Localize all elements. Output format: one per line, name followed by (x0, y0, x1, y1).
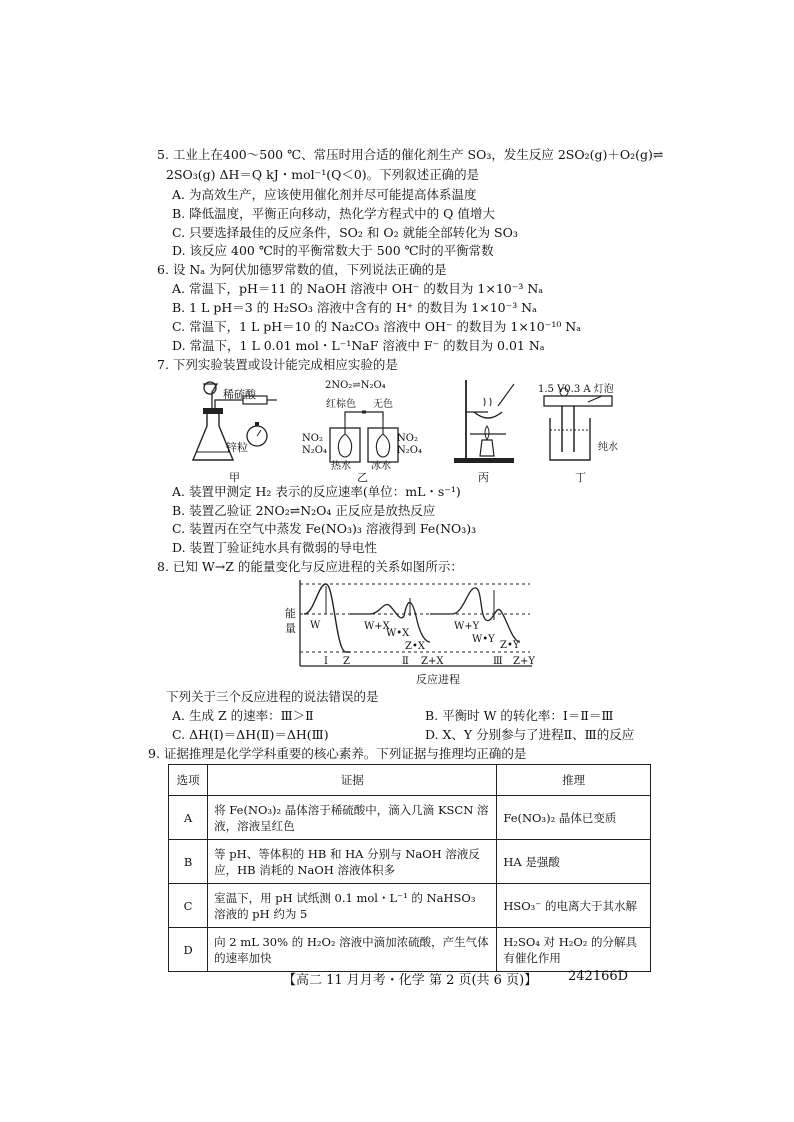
graph-label-w-dot-y: W•Y (472, 634, 495, 645)
paper-code: 242166D (568, 969, 629, 984)
q5-option-c: C. 只要选择最佳的反应条件，SO₂ 和 O₂ 就能全部转化为 SO₃ (172, 225, 518, 240)
row-option: C (169, 884, 208, 928)
q6-option-b: B. 1 L pH＝3 的 H₂SO₃ 溶液中含有的 H⁺ 的数目为 1×10⁻³ Nₐ (172, 300, 537, 315)
graph-label-w-dot-x: W•X (386, 628, 410, 639)
q8-stem: 8. 已知 W→Z 的能量变化与反应进程的关系如图所示： (157, 559, 463, 574)
graph-label-z-dot-y: Z•Y (500, 640, 520, 651)
energy-diagram (280, 576, 550, 684)
label-pure-water: 纯水 (598, 442, 618, 453)
row-reasoning: HA 是强酸 (497, 840, 651, 884)
table-row (169, 884, 651, 928)
q7-option-c: C. 装置丙在空气中蒸发 Fe(NO₃)₃ 溶液得到 Fe(NO₃)₃ (172, 521, 477, 536)
apparatus-bing (450, 376, 530, 466)
q5-option-b: B. 降低温度，平衡正向移动，热化学方程式中的 Q 值增大 (172, 206, 495, 221)
label-equilibrium: 2NO₂⇌N₂O₄ (325, 380, 386, 391)
q6-option-c: C. 常温下，1 L pH＝10 的 Na₂CO₃ 溶液中 OH⁻ 的数目为 1×10⁻¹⁰ Nₐ (172, 319, 582, 334)
label-n2o4-right: N₂O₄ (397, 445, 422, 456)
graph-tick-z-plus-y: Z+Y (513, 656, 535, 667)
q7-option-d: D. 装置丁验证纯水具有微弱的导电性 (172, 540, 378, 555)
row-evidence: 将 Fe(NO₃)₂ 晶体溶于稀硫酸中，滴入几滴 KSCN 溶液，溶液呈红色 (208, 796, 497, 840)
q8-option-d: D. X、Y 分别参与了进程Ⅱ、Ⅲ的反应 (425, 727, 635, 742)
table-header-row (169, 765, 651, 796)
label-red-brown: 红棕色 (326, 399, 356, 410)
row-reasoning: Fe(NO₃)₂ 晶体已变质 (497, 796, 651, 840)
label-bulb: 1.5 V0.3 A 灯泡 (538, 384, 614, 395)
graph-ylabel-1: 能 (285, 607, 296, 620)
evidence-table (168, 764, 651, 972)
row-option: D (169, 928, 208, 972)
q5-option-a: A. 为高效生产，应该使用催化剂并尽可能提高体系温度 (172, 187, 477, 202)
table-row (169, 796, 651, 840)
q8-option-a: A. 生成 Z 的速率：Ⅲ＞Ⅱ (172, 708, 314, 723)
q7-option-a: A. 装置甲测定 H₂ 表示的反应速率(单位：mL・s⁻¹) (172, 484, 461, 499)
graph-tick-2: Ⅱ (402, 656, 409, 667)
caption-bing: 丙 (478, 471, 489, 484)
q8-stem2: 下列关于三个反应进程的说法错误的是 (166, 689, 379, 704)
label-colorless: 无色 (373, 399, 393, 410)
row-reasoning: HSO₃⁻ 的电离大于其水解 (497, 884, 651, 928)
apparatus-yi (300, 376, 420, 476)
label-no2-left: NO₂ (302, 433, 323, 444)
label-dilute-acid: 稀硫酸 (223, 388, 256, 401)
table-row (169, 928, 651, 972)
q5-option-d: D. 该反应 400 ℃时的平衡常数大于 500 ℃时的平衡常数 (172, 243, 494, 258)
q6-stem: 6. 设 Nₐ 为阿伏加德罗常数的值，下列说法正确的是 (157, 262, 447, 277)
q9-stem: 9. 证据推理是化学学科重要的核心素养。下列证据与推理均正确的是 (148, 746, 527, 761)
q8-option-b: B. 平衡时 W 的转化率：Ⅰ＝Ⅱ＝Ⅲ (425, 708, 614, 723)
caption-ding: 丁 (575, 471, 586, 484)
q6-option-a: A. 常温下，pH＝11 的 NaOH 溶液中 OH⁻ 的数目为 1×10⁻³ Nₐ (172, 281, 544, 296)
q7-stem: 7. 下列实验装置或设计能完成相应实验的是 (157, 357, 398, 372)
q6-option-d: D. 常温下，1 L 0.01 mol・L⁻¹NaF 溶液中 F⁻ 的数目为 0.01 Nₐ (172, 338, 545, 353)
label-zinc: 锌粒 (226, 441, 248, 454)
header-reasoning: 推理 (497, 765, 651, 796)
label-n2o4-left: N₂O₄ (302, 445, 327, 456)
row-evidence: 等 pH、等体积的 HB 和 HA 分别与 NaOH 溶液反应，HB 消耗的 NaOH 溶液体积多 (208, 840, 497, 884)
q5-stem-line1: 5. 工业上在400～500 ℃、常压时用合适的催化剂生产 SO₃，发生反应 2SO₂(g)＋O₂(g)⇌ (157, 147, 664, 162)
row-reasoning: H₂SO₄ 对 H₂O₂ 的分解具有催化作用 (497, 928, 651, 972)
graph-tick-z: Z (343, 656, 350, 667)
page-footer: 【高二 11 月月考・化学 第 2 页(共 6 页)】 (283, 973, 538, 988)
table-row (169, 840, 651, 884)
header-evidence: 证据 (208, 765, 497, 796)
label-no2-right: NO₂ (397, 433, 418, 444)
caption-yi: 乙 (357, 471, 368, 484)
graph-xlabel: 反应进程 (416, 673, 460, 686)
label-ice-water: 冰水 (371, 461, 391, 472)
graph-label-w: W (310, 620, 321, 631)
graph-label-z-dot-x: Z•X (405, 641, 425, 652)
caption-jia: 甲 (229, 471, 240, 484)
graph-tick-3: Ⅲ (493, 656, 503, 667)
graph-label-w-plus-y: W+Y (454, 621, 480, 632)
q7-option-b: B. 装置乙验证 2NO₂⇌N₂O₄ 正反应是放热反应 (172, 503, 436, 518)
header-option: 选项 (169, 765, 208, 796)
graph-label-w-plus-x: W+X (364, 621, 390, 632)
row-option: A (169, 796, 208, 840)
row-evidence: 向 2 mL 30% 的 H₂O₂ 溶液中滴加浓硫酸，产生气体的速率加快 (208, 928, 497, 972)
graph-tick-1: Ⅰ (324, 656, 328, 667)
graph-tick-z-plus-x: Z+X (421, 656, 444, 667)
row-option: B (169, 840, 208, 884)
q5-stem-line2: 2SO₃(g) ΔH＝Q kJ・mol⁻¹(Q＜0)。下列叙述正确的是 (166, 167, 480, 182)
q8-option-c: C. ΔH(Ⅰ)＝ΔH(Ⅱ)＝ΔH(Ⅲ) (172, 727, 329, 742)
label-hot-water: 热水 (331, 461, 351, 472)
row-evidence: 室温下，用 pH 试纸测 0.1 mol・L⁻¹ 的 NaHSO₃ 溶液的 pH 约为 5 (208, 884, 497, 928)
graph-ylabel-2: 量 (285, 622, 296, 635)
